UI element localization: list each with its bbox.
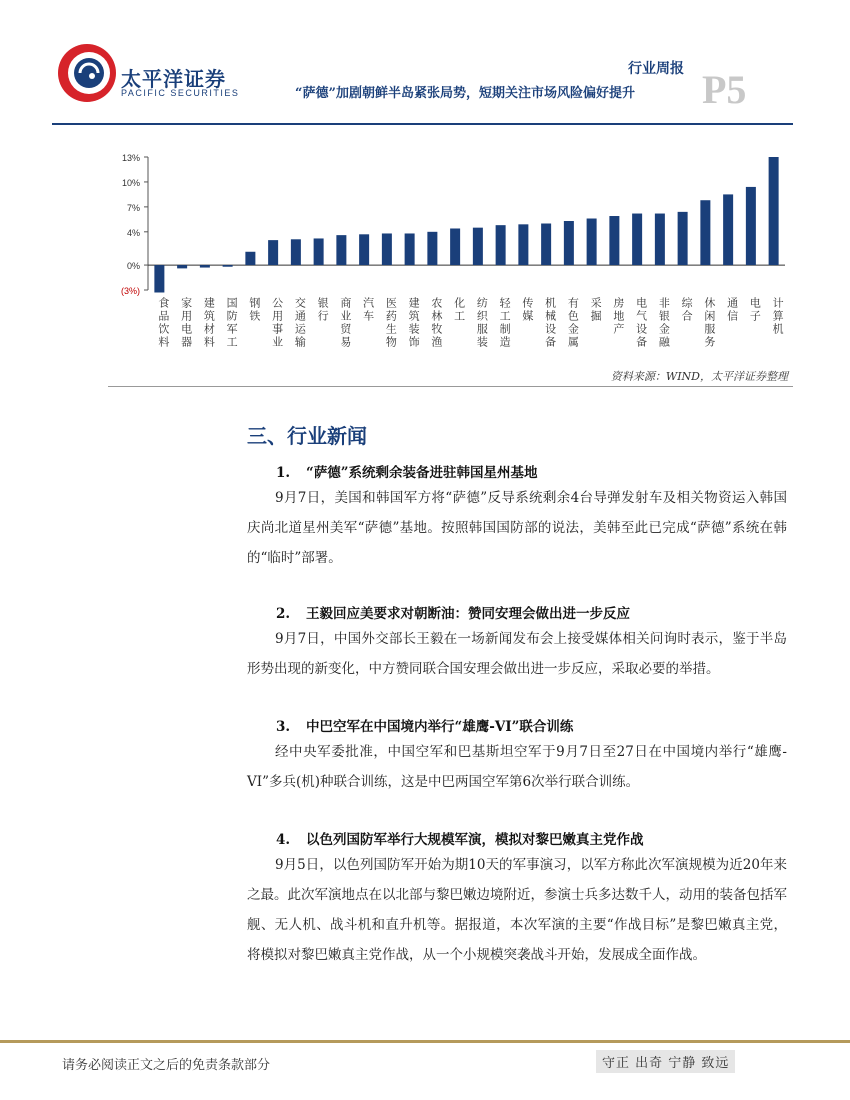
footer-disclaimer: 请务必阅读正文之后的免责条款部分 — [62, 1058, 271, 1073]
bar — [223, 265, 233, 267]
bar — [405, 233, 415, 265]
x-tick-label: 非银金融 — [657, 297, 671, 350]
x-tick-label: 国防军工 — [225, 297, 239, 350]
bar — [359, 234, 369, 265]
bar — [632, 214, 642, 266]
bar — [746, 187, 756, 265]
x-tick-label: 农林牧渔 — [429, 297, 443, 350]
x-tick-label: 计算机 — [771, 297, 785, 337]
chart-source-note: 资料来源：WIND，太平洋证券整理 — [610, 370, 788, 383]
brand-name-cn: 太平洋证券 — [121, 67, 226, 91]
bar — [291, 239, 301, 265]
x-tick-label: 采掘 — [589, 297, 603, 324]
news-body-2: 9月7日，中国外交部长王毅在一场新闻发布会上接受媒体相关问询时表示，鉴于半岛形势出现的新变化，中方赞同联合国安理会做出进一步反应，采取必要的举措。 — [247, 631, 787, 677]
header-divider — [52, 123, 793, 125]
x-tick-label: 有色金属 — [566, 297, 580, 350]
news-headline: 中巴空军在中国境内举行“雄鹰-VI”联合训练 — [306, 719, 574, 735]
news-title-3 — [276, 715, 573, 735]
x-tick-label: 机械设备 — [543, 297, 557, 350]
x-tick-label: 银行 — [316, 297, 330, 324]
news-title-1 — [276, 461, 538, 481]
x-tick-label: 商业贸易 — [338, 297, 352, 350]
bar — [700, 200, 710, 265]
x-tick-label: 电气设备 — [634, 297, 648, 350]
x-tick-label: 房地产 — [611, 297, 625, 337]
bar — [473, 228, 483, 265]
bar — [564, 221, 574, 265]
x-tick-label: 交通运输 — [293, 297, 307, 350]
news-title-2 — [276, 602, 630, 622]
x-tick-label: 综合 — [680, 297, 694, 324]
bar — [541, 224, 551, 266]
x-tick-label: 纺织服装 — [475, 297, 489, 350]
bar — [200, 265, 210, 267]
bar — [723, 194, 733, 265]
news-title-4 — [276, 828, 644, 848]
bar — [769, 157, 779, 265]
x-tick-label: 建筑装饰 — [407, 297, 421, 350]
bar — [382, 233, 392, 265]
x-tick-label: 公用事业 — [270, 297, 284, 350]
x-tick-label: 通信 — [725, 297, 739, 324]
x-tick-label: 医药生物 — [384, 297, 398, 350]
x-tick-label: 休闲服务 — [702, 297, 716, 350]
y-tick-label: 7% — [126, 202, 140, 213]
bar — [177, 265, 187, 268]
x-tick-label: 家用电器 — [179, 297, 193, 350]
bar — [450, 228, 460, 265]
x-tick-label: 汽车 — [361, 297, 375, 324]
footer-divider — [0, 1040, 850, 1043]
bar — [678, 212, 688, 265]
y-tick-label: 13% — [121, 153, 140, 163]
report-type: 行业周报 — [628, 61, 684, 77]
brand-name-en: PACIFIC SECURITIES — [121, 88, 240, 98]
bar — [587, 219, 597, 266]
bar — [518, 224, 528, 265]
bar — [245, 252, 255, 265]
news-number: 2. — [276, 606, 291, 622]
chart-divider — [108, 386, 793, 387]
x-tick-label: 建筑材料 — [202, 297, 216, 350]
y-tick-label: 10% — [121, 177, 140, 188]
y-tick-label: 4% — [126, 227, 140, 238]
page-number: P5 — [702, 67, 747, 112]
x-tick-label: 食品饮料 — [156, 297, 170, 350]
bar — [609, 216, 619, 265]
news-number: 3. — [276, 719, 291, 735]
bar — [655, 214, 665, 266]
news-number: 1. — [276, 465, 291, 481]
bar — [154, 265, 164, 292]
bar — [314, 238, 324, 265]
x-tick-label: 轻工制造 — [498, 297, 512, 350]
x-tick-label: 化工 — [452, 297, 466, 324]
news-headline: “萨德”系统剩余装备进驻韩国星州基地 — [306, 465, 538, 481]
news-body-1: 9月7日，美国和韩国军方将“萨德”反导系统剩余4台导弹发射车及相关物资运入韩国庆尚北道星州美军“萨德”基地。按照韩国国防部的说法，美韩至此已完成“萨德”系统在韩的“临时”部署。 — [247, 490, 787, 566]
news-headline: 王毅回应美要求对朝断油：赞同安理会做出进一步反应 — [306, 606, 630, 622]
y-tick-label: (3%) — [120, 286, 140, 296]
bar — [427, 232, 437, 265]
x-tick-label: 电子 — [748, 297, 762, 324]
bar — [336, 235, 346, 265]
x-tick-label: 钢铁 — [247, 297, 261, 324]
news-body-4: 9月5日，以色列国防军开始为期10天的军事演习，以军方称此次军演规模为近20年来之最。此次军演地点在以北部与黎巴嫩边境附近，参演士兵多达数千人，动用的装备包括军舰、无人机、战斗机和直升机等。据报道，本次军演的主要“作战目标”是黎巴嫩真主党，将模拟对黎巴嫩真主党作战，从一个小规模突袭战斗开始，发展成全面作战。 — [247, 857, 787, 963]
bar — [496, 225, 506, 265]
news-body-3: 经中央军委批准，中国空军和巴基斯坦空军于9月7日至27日在中国境内举行“雄鹰-VI”多兵(机)种联合训练，这是中巴两国空军第6次举行联合训练。 — [247, 744, 787, 790]
industry-return-bar-chart — [100, 140, 800, 370]
section-title: 三、行业新闻 — [247, 424, 367, 448]
report-header-title: “萨德”加剧朝鲜半岛紧张局势，短期关注市场风险偏好提升 — [295, 86, 635, 101]
news-headline: 以色列国防军举行大规模军演，模拟对黎巴嫩真主党作战 — [306, 832, 644, 848]
footer-motto: 守正 出奇 宁静 致远 — [596, 1050, 735, 1073]
news-number: 4. — [276, 832, 291, 848]
pacific-securities-logo-icon — [56, 42, 118, 104]
y-tick-label: 0% — [126, 261, 140, 272]
bar — [268, 240, 278, 265]
x-tick-label: 传媒 — [520, 297, 534, 324]
